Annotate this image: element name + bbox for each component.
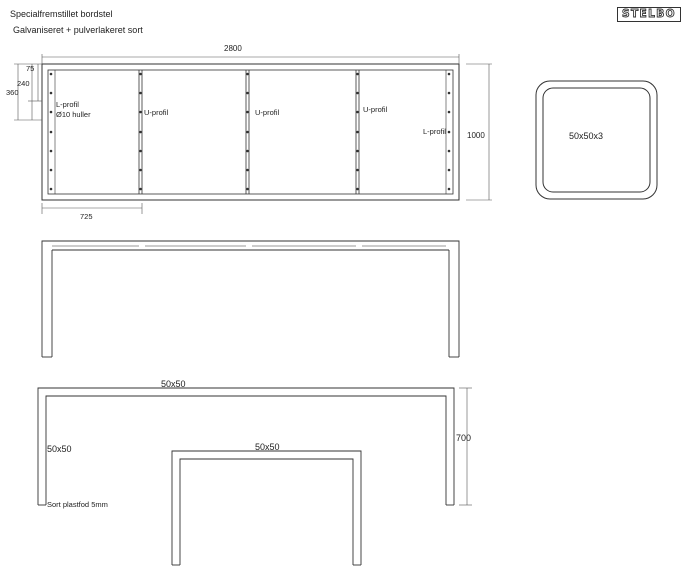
top-view bbox=[42, 64, 459, 200]
hole-marker bbox=[246, 73, 249, 76]
dim-height-700: 700 bbox=[456, 433, 472, 443]
hole-marker bbox=[246, 169, 249, 172]
hole-marker bbox=[448, 131, 451, 134]
side-view bbox=[42, 241, 459, 357]
hole-marker bbox=[356, 188, 359, 191]
frame-outer bbox=[42, 64, 459, 200]
hole-marker bbox=[139, 188, 142, 191]
hole-marker bbox=[50, 73, 53, 76]
hole-marker bbox=[139, 111, 142, 114]
frame-inner bbox=[48, 70, 453, 194]
label-leg-tube: 50x50 bbox=[47, 444, 72, 454]
label-u-profile-2: U-profil bbox=[255, 108, 280, 117]
dim-width-2800: 2800 bbox=[224, 44, 242, 53]
label-plastic-foot: Sort plastfod 5mm bbox=[47, 500, 108, 509]
label-l-profile-left: L-profil bbox=[56, 100, 79, 109]
label-u-profile-3: U-profil bbox=[363, 105, 388, 114]
hole-marker bbox=[50, 188, 53, 191]
label-l-profile-right: L-profil bbox=[423, 127, 446, 136]
dim-240: 240 bbox=[17, 79, 30, 88]
dim-360: 360 bbox=[6, 88, 19, 97]
hole-marker bbox=[139, 92, 142, 95]
logo-text: STELBO bbox=[622, 8, 676, 21]
hole-marker bbox=[50, 150, 53, 153]
hole-marker bbox=[139, 150, 142, 153]
hole-marker bbox=[448, 188, 451, 191]
label-inner-tube: 50x50 bbox=[255, 442, 280, 452]
hole-marker bbox=[50, 131, 53, 134]
hole-marker bbox=[246, 150, 249, 153]
hole-marker bbox=[448, 111, 451, 114]
hole-marker bbox=[356, 92, 359, 95]
end-view-small bbox=[172, 451, 361, 565]
hole-marker bbox=[356, 73, 359, 76]
label-top-tube: 50x50 bbox=[161, 379, 186, 389]
hole-marker bbox=[50, 92, 53, 95]
hole-marker bbox=[139, 131, 142, 134]
stelbo-logo bbox=[617, 7, 681, 22]
hole-marker bbox=[356, 131, 359, 134]
hole-marker bbox=[246, 188, 249, 191]
hole-marker bbox=[139, 169, 142, 172]
hole-marker bbox=[356, 111, 359, 114]
hole-marker bbox=[50, 111, 53, 114]
mounting-holes bbox=[50, 73, 451, 191]
tube-section-label: 50x50x3 bbox=[569, 131, 604, 141]
hole-marker bbox=[139, 73, 142, 76]
hole-marker bbox=[356, 169, 359, 172]
label-holes: Ø10 huller bbox=[56, 110, 91, 119]
hole-marker bbox=[448, 169, 451, 172]
hole-marker bbox=[448, 73, 451, 76]
drawing-title: Specialfremstillet bordstel bbox=[10, 9, 113, 19]
drawing-subtitle: Galvaniseret + pulverlakeret sort bbox=[13, 25, 143, 35]
dim-depth-1000: 1000 bbox=[467, 131, 485, 140]
hole-marker bbox=[50, 169, 53, 172]
hole-marker bbox=[246, 92, 249, 95]
hole-marker bbox=[448, 92, 451, 95]
dim-75: 75 bbox=[26, 64, 35, 73]
dim-725: 725 bbox=[80, 212, 93, 221]
hole-marker bbox=[356, 150, 359, 153]
hole-marker bbox=[246, 111, 249, 114]
end-view-large bbox=[38, 388, 454, 505]
label-u-profile-1: U-profil bbox=[144, 108, 169, 117]
hole-marker bbox=[448, 150, 451, 153]
hole-marker bbox=[246, 131, 249, 134]
top-view-dimensions bbox=[14, 54, 492, 214]
height-dimension bbox=[459, 388, 472, 505]
